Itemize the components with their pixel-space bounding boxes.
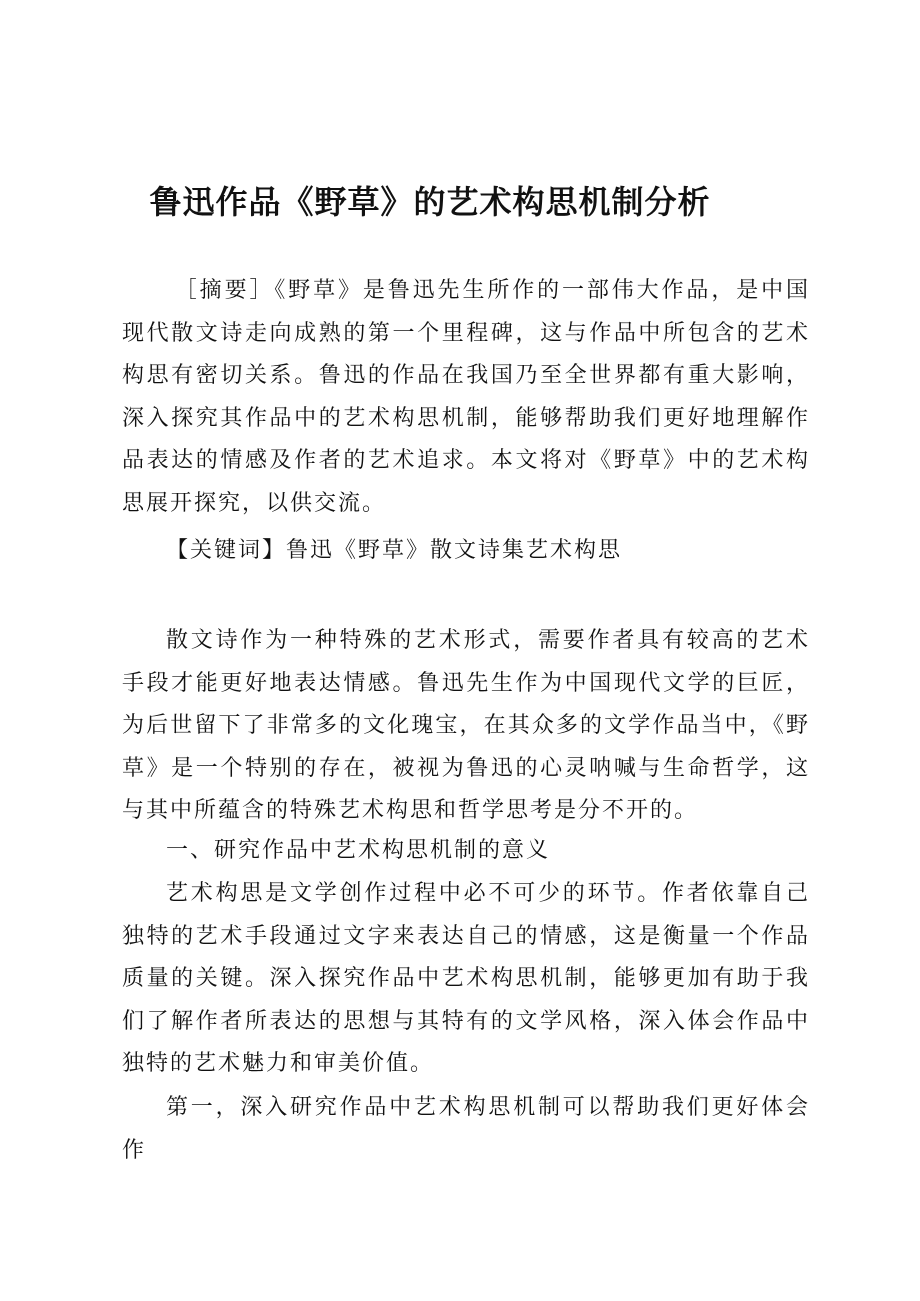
section-1-paragraph: 艺术构思是文学创作过程中必不可少的环节。作者依靠自己独特的艺术手段通过文字来表达自己的情感，这是衡量一个作品质量的关键。深入探究作品中艺术构思机制，能够更加有助于我们了解作者所表达的思想与其特有的文学风格，深入体会作品中独特的艺术魅力和审美价值。 <box>122 881 810 1076</box>
abstract-paragraph: ［摘要］《野草》是鲁迅先生所作的一部伟大作品，是中国现代散文诗走向成熟的第一个里程碑，这与作品中所包含的艺术构思有密切关系。鲁迅的作品在我国乃至全世界都有重大影响，深入探究其作品中的艺术构思机制，能够帮助我们更好地理解作品表达的情感及作者的艺术追求。本文将对《野草》中的艺术构思展开探究，以供交流。 <box>122 278 810 516</box>
document-title: 鲁迅作品《野草》的艺术构思机制分析 <box>149 183 711 221</box>
keywords-line: 【关键词】鲁迅《野草》散文诗集艺术构思 <box>166 538 623 563</box>
first-point-paragraph: 第一，深入研究作品中艺术构思机制可以帮助我们更好体会作 <box>122 1095 810 1163</box>
intro-paragraph: 散文诗作为一种特殊的艺术形式，需要作者具有较高的艺术手段才能更好地表达情感。鲁迅先生作为中国现代文学的巨匠，为后世留下了非常多的文化瑰宝，在其众多的文学作品当中，《野草》是一个特别的存在，被视为鲁迅的心灵呐喊与生命哲学，这与其中所蕴含的特殊艺术构思和哲学思考是分不开的。 <box>122 628 810 823</box>
section-heading-1: 一、研究作品中艺术构思机制的意义 <box>166 838 551 863</box>
